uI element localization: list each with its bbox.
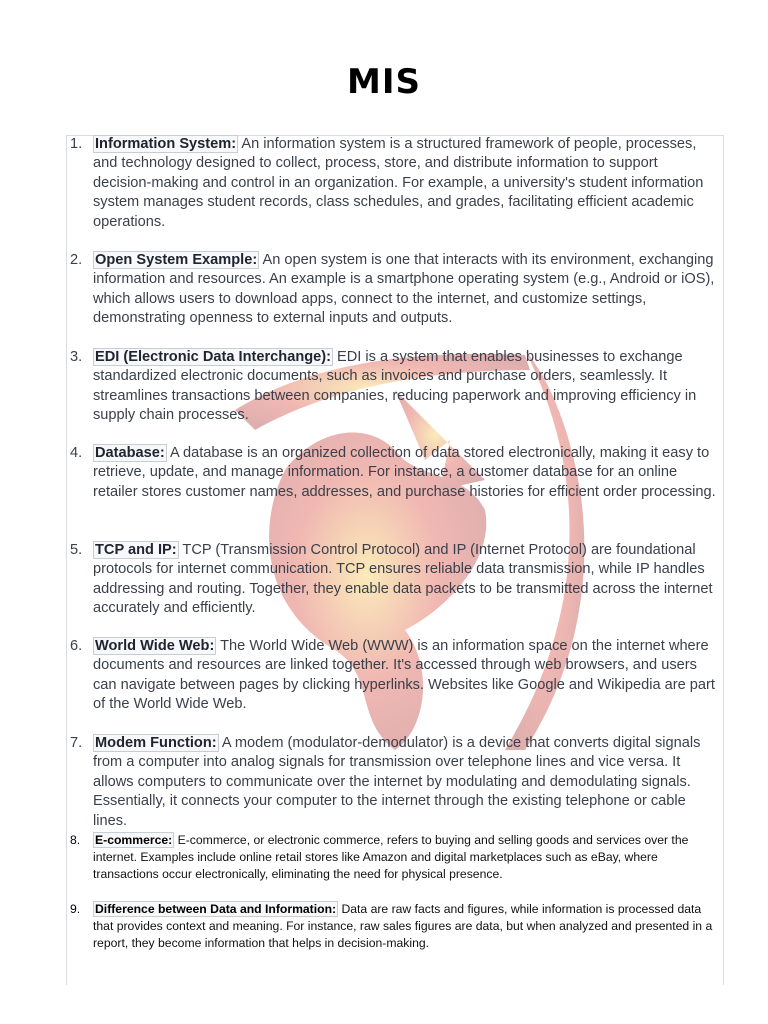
item-number: 3.	[70, 349, 83, 365]
list-item	[70, 251, 720, 329]
list-item	[70, 832, 720, 883]
list-item	[70, 444, 720, 502]
item-text: EDI is a system that enables businesses to exchange standardized electronic documents, such as invoices and purchase orders, seamlessly. It streamlines transactions between companies, reducing paperwork and improving efficiency in supply chain processes.	[93, 349, 697, 424]
item-term: Open System Example:	[95, 252, 258, 268]
item-number: 4.	[70, 445, 83, 461]
item-text: A database is an organized collection of data stored electronically, making it easy to retrieve, update, and manage information. For instance, a customer database for an online retailer stores customer names, addresses, and purchase histories for efficient order processing.	[93, 445, 716, 500]
item-number: 1.	[70, 136, 83, 152]
item-text: A modem (modulator-demodulator) is a device that converts digital signals from a computer into analog signals for transmission over telephone lines and vice versa. It allows computers to communicate over the internet by modulating and demodulating signals. Essentially, it connects your computer to the internet through the existing telephone or cable lines.	[93, 735, 701, 829]
list-item	[70, 348, 720, 426]
item-text: An open system is one that interacts with its environment, exchanging information and resources. An example is a smartphone operating system (e.g., Android or iOS), which allows users to download apps, connect to the internet, and customize settings, demonstrating openness to external inputs and outputs.	[93, 252, 715, 327]
item-text: Data are raw facts and figures, while information is processed data that provides context and meaning. For instance, raw sales figures are data, but when analyzed and presented in a report, they become information that helps in decision-making.	[93, 902, 713, 950]
list-item	[70, 135, 720, 232]
item-number: 8.	[70, 833, 81, 847]
item-number: 7.	[70, 735, 83, 751]
item-term: Difference between Data and Information:	[95, 902, 337, 916]
list-item	[70, 637, 720, 715]
list-item	[70, 541, 720, 619]
item-term: Database:	[95, 445, 165, 461]
item-number: 2.	[70, 252, 83, 268]
item-term: World Wide Web:	[95, 638, 215, 654]
item-term: Modem Function:	[95, 735, 217, 751]
item-number: 6.	[70, 638, 83, 654]
item-term: TCP and IP:	[95, 542, 177, 558]
list-item	[70, 734, 720, 831]
item-text: An information system is a structured framework of people, processes, and technology designed to collect, process, store, and distribute information to support decision-making and control in an organization. For example, a university's student information system manages student records, class schedules, and grades, facilitating efficient academic operations.	[93, 136, 704, 230]
item-number: 5.	[70, 542, 83, 558]
item-term: Information System:	[95, 136, 237, 152]
item-term: E-commerce:	[95, 833, 173, 847]
list-item	[70, 901, 720, 952]
item-text: TCP (Transmission Control Protocol) and IP (Internet Protocol) are foundational protocols for internet communication. TCP ensures reliable data transmission, while IP handles addressing and routing. Together, they enable data packets to be transmitted across the internet accurately and efficiently.	[93, 542, 713, 617]
item-text: E-commerce, or electronic commerce, refers to buying and selling goods and services over the internet. Examples include online retail stores like Amazon and digital marketplaces such as eBay, where transactions occur electronically, eliminating the need for physical presence.	[93, 833, 689, 881]
item-text: The World Wide Web (WWW) is an information space on the internet where documents and resources are linked together. It's accessed through web browsers, and users can navigate between pages by clicking hyperlinks. Websites like Google and Wikipedia are part of the World Wide Web.	[93, 638, 715, 713]
page-title: MIS	[347, 62, 421, 102]
item-number: 9.	[70, 902, 81, 916]
item-term: EDI (Electronic Data Interchange):	[95, 349, 331, 365]
